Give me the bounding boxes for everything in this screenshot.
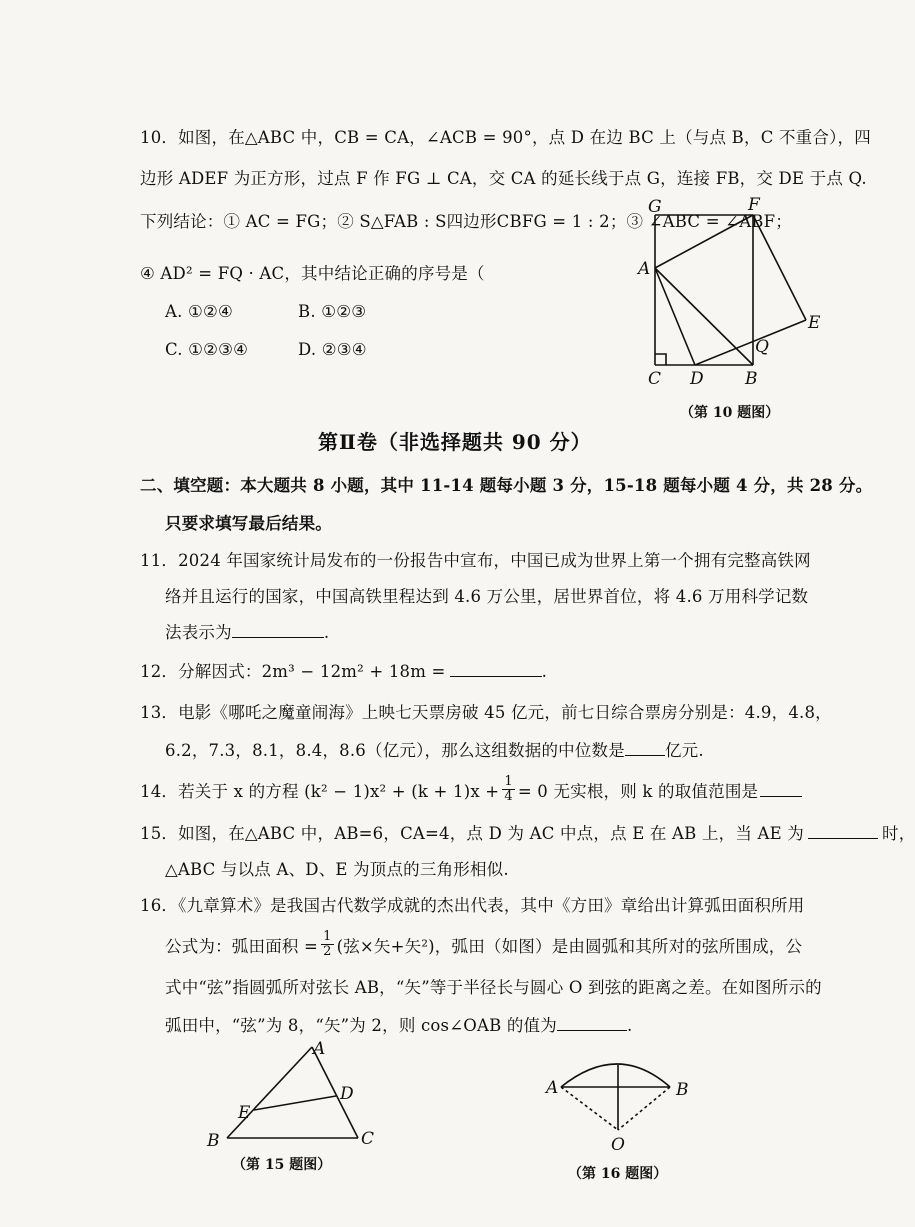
q16-fraction [321, 930, 333, 959]
q13-line2-after: 亿元. [664, 741, 704, 760]
q15-figure [200, 1035, 390, 1155]
q13-line1: 13．电影《哪吒之魔童闹海》上映七天票房破 45 亿元，前七日综合票房分别是：4.9，4.8， [140, 703, 832, 722]
q16-line2 [165, 930, 802, 959]
label-f: F [748, 195, 760, 215]
part2-title: 第Ⅱ卷（非选择题共 90 分） [318, 430, 592, 454]
q10-line3: 下列结论：① AC = FG；② S△FAB : S四边形CBFG = 1 : 2；③ ∠ABC = ∠ABF； [140, 212, 792, 231]
q16-line4-text: 弧田中，“弦”为 8，“矢”为 2，则 cos∠OAB 的值为 [165, 1016, 557, 1035]
q10-figure-caption: （第 10 题图） [680, 405, 780, 421]
segment-fe [753, 215, 806, 320]
q10-line2: 边形 ADEF 为正方形，过点 F 作 FG ⊥ CA，交 CA 的延长线于点 G，连接 FB，交 DE 于点 Q. [140, 169, 867, 188]
part2-instructions-line2: 只要求填写最后结果。 [165, 514, 332, 533]
q16-line4-after: . [626, 1016, 633, 1035]
q10-line1: 10．如图，在△ABC 中，CB = CA，∠ACB = 90°，点 D 在边 BC 上（与点 B，C 不重合），四 [140, 128, 871, 147]
q16-fraction-denominator: 2 [323, 944, 332, 959]
q14-answer-blank[interactable] [760, 782, 802, 797]
q14-fraction-denominator: 4 [504, 789, 513, 804]
label-a: A [638, 259, 651, 279]
label-b: B [676, 1080, 689, 1100]
q15-figure-caption: （第 15 题图） [232, 1157, 332, 1173]
q15-line2: △ABC 与以点 A、D、E 为顶点的三角形相似. [165, 860, 509, 879]
segment-af [655, 215, 753, 268]
segment-ao [561, 1087, 618, 1130]
label-g: G [648, 197, 662, 217]
segment-ba [227, 1047, 312, 1138]
label-c: C [361, 1129, 375, 1149]
q15-answer-blank[interactable] [808, 824, 878, 839]
part2-instructions-line1: 二、填空题：本大题共 8 小题，其中 11-14 题每小题 3 分，15-18 题每小题 4 分，共 28 分。 [140, 476, 873, 495]
label-d: D [690, 369, 704, 389]
q11-line3: 法表示为 . [165, 623, 330, 642]
q16-answer-blank[interactable] [557, 1016, 627, 1031]
label-a: A [313, 1039, 326, 1059]
right-angle-mark [655, 354, 666, 365]
label-b: B [207, 1131, 220, 1151]
q10-option-b: B. ①②③ [298, 302, 367, 321]
q14-fraction [502, 775, 514, 804]
q14-fraction-numerator: 1 [504, 774, 513, 789]
q11-line1: 11．2024 年国家统计局发布的一份报告中宣布，中国已成为世界上第一个拥有完整高铁网 [140, 551, 811, 570]
q11-line3-text: 法表示为 [165, 623, 232, 642]
q10-option-a: A. ①②④ [165, 302, 233, 321]
q16-fraction-numerator: 1 [323, 929, 332, 944]
q10-line4: ④ AD² = FQ · AC，其中结论正确的序号是（ [140, 264, 485, 283]
q13-answer-blank[interactable] [625, 741, 665, 756]
segment-ab [655, 268, 753, 365]
label-e: E [808, 313, 821, 333]
q16-line4 [165, 1012, 632, 1036]
q14-suffix: = 0 无实根，则 k 的取值范围是 [517, 781, 759, 801]
q15-line1-text: 15．如图，在△ABC 中，AB=6，CA=4，点 D 为 AC 中点，点 E 在 AB 上，当 AE 为 [140, 824, 804, 843]
q15-line1 [140, 820, 915, 844]
q11-answer-blank[interactable] [232, 623, 324, 638]
q14-prefix: 14．若关于 x 的方程 (k² − 1)x² + (k + 1)x + [140, 781, 500, 801]
q14-line1 [140, 775, 802, 804]
q10-figure [630, 185, 830, 400]
label-b: B [745, 369, 758, 389]
q10-option-c: C. ①②③④ [165, 340, 249, 359]
q12-line1: 12．分解因式：2m³ − 12m² + 18m = . [140, 662, 548, 681]
q10-option-d: D. ②③④ [298, 340, 367, 359]
label-d: D [340, 1084, 354, 1104]
label-e: E [238, 1103, 251, 1123]
q16-figure [540, 1050, 700, 1155]
label-q: Q [755, 337, 769, 357]
arc-ab [561, 1064, 670, 1087]
q16-line2-prefix: 公式为：弧田面积 = [165, 936, 319, 956]
q12-answer-blank[interactable] [450, 662, 542, 677]
segment-ed [254, 1096, 336, 1110]
segment-bo [618, 1087, 670, 1130]
q11-line2: 络并且运行的国家，中国高铁里程达到 4.6 万公里，居世界首位，将 4.6 万用科学记数 [165, 587, 809, 606]
q13-line2-text: 6.2，7.3，8.1，8.4，8.6（亿元），那么这组数据的中位数是 [165, 741, 625, 760]
q13-line2 [165, 737, 704, 761]
label-o: O [611, 1135, 625, 1155]
q16-line2-suffix: (弦×矢+矢²)，弧田（如图）是由圆弧和其所对的弦所围成，公 [336, 936, 803, 956]
label-c: C [648, 369, 662, 389]
q12-text: 12．分解因式：2m³ − 12m² + 18m = [140, 662, 446, 681]
q16-figure-caption: （第 16 题图） [568, 1166, 668, 1182]
label-a: A [546, 1078, 559, 1098]
segment-ed [695, 320, 806, 365]
q15-line1-after: 时， [882, 824, 915, 843]
q16-line1: 16．《九章算术》是我国古代数学成就的杰出代表，其中《方田》章给出计算弧田面积所用 [140, 896, 805, 915]
segment-ad [655, 268, 695, 365]
q16-line3: 式中“弦”指圆弧所对弦长 AB，“矢”等于半径长与圆心 O 到弦的距离之差。在如图所示的 [165, 978, 822, 997]
